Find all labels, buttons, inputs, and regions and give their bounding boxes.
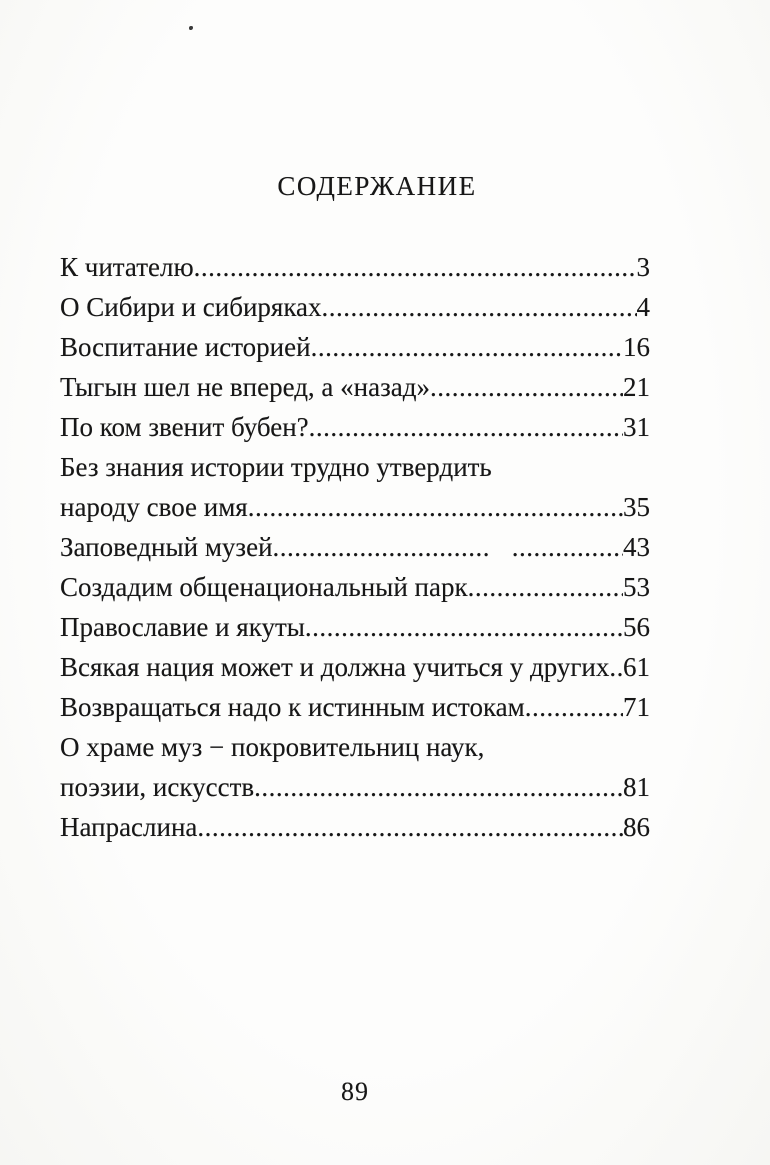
dot-leader <box>248 487 623 527</box>
toc-row <box>60 687 650 727</box>
toc-entry-page-number: 71 <box>623 692 650 722</box>
toc-row <box>60 527 650 567</box>
toc-entry-page-number: 56 <box>623 612 650 642</box>
toc-row <box>60 567 650 607</box>
toc-row <box>60 247 650 287</box>
toc-row <box>60 767 650 807</box>
toc-row <box>60 447 650 487</box>
toc-entry-label: Напраслина <box>60 812 198 842</box>
toc-entry-page-number: 16 <box>623 332 650 362</box>
toc-entry-page-number: 31 <box>623 412 650 442</box>
toc-entry-label: Тыгын шел не вперед, а «назад» <box>60 372 430 402</box>
folio-page-number: 89 <box>341 1077 369 1106</box>
toc-entry-label: Воспитание историей <box>60 332 311 362</box>
toc-row <box>60 727 650 767</box>
toc-entry-page-number: 81 <box>623 772 650 802</box>
dot-leader <box>273 527 623 567</box>
dot-leader <box>609 647 623 687</box>
toc-entry-page-number: 35 <box>623 492 650 522</box>
dot-leader <box>525 687 623 727</box>
toc-entry-label: поэзии, искусств <box>60 772 255 802</box>
toc-entry-page-number: 53 <box>623 572 650 602</box>
toc-entry-page-number: 86 <box>623 812 650 842</box>
toc-row <box>60 407 650 447</box>
dot-leader <box>254 767 623 807</box>
toc-row <box>60 327 650 367</box>
toc-row <box>60 647 650 687</box>
dot-leader <box>430 367 623 407</box>
dot-leader <box>197 807 623 847</box>
toc-list <box>60 247 650 847</box>
toc-row <box>60 607 650 647</box>
dot-leader <box>311 327 623 367</box>
dot-leader <box>194 247 637 287</box>
toc-entry-label: К читателю <box>60 252 194 282</box>
toc-entry-page-number: 3 <box>636 252 650 282</box>
toc-entry-label: Заповедный музей <box>60 532 273 562</box>
toc-entry-page-number: 4 <box>636 292 650 322</box>
toc-entry-label: О Сибири и сибиряках <box>60 292 322 322</box>
dot-leader <box>468 567 623 607</box>
dot-leader <box>309 407 623 447</box>
toc-entry-label: Всякая нация может и должна учиться у других <box>60 652 610 682</box>
ink-speck <box>189 26 193 30</box>
toc-entry-page-number: 61 <box>623 652 650 682</box>
toc-entry-label: Православие и якуты <box>60 612 305 642</box>
toc-row <box>60 367 650 407</box>
toc-entry-page-number: 21 <box>623 372 650 402</box>
toc-row <box>60 487 650 527</box>
dot-leader <box>305 607 623 647</box>
toc-entry-label: О храме муз − покровительниц наук, <box>60 732 485 762</box>
page-title: СОДЕРЖАНИЕ <box>277 171 477 201</box>
toc-entry-page-number: 43 <box>623 532 650 562</box>
toc-entry-label: Создадим общенациональный парк <box>60 572 468 602</box>
toc-row <box>60 807 650 847</box>
dot-leader <box>322 287 637 327</box>
toc-entry-label: народу свое имя <box>60 492 248 522</box>
toc-entry-label: Без знания истории трудно утвердить <box>60 452 492 482</box>
toc-entry-label: Возвращаться надо к истинным истокам <box>60 692 525 722</box>
toc-entry-label: По ком звенит бубен? <box>60 412 309 442</box>
toc-row <box>60 287 650 327</box>
